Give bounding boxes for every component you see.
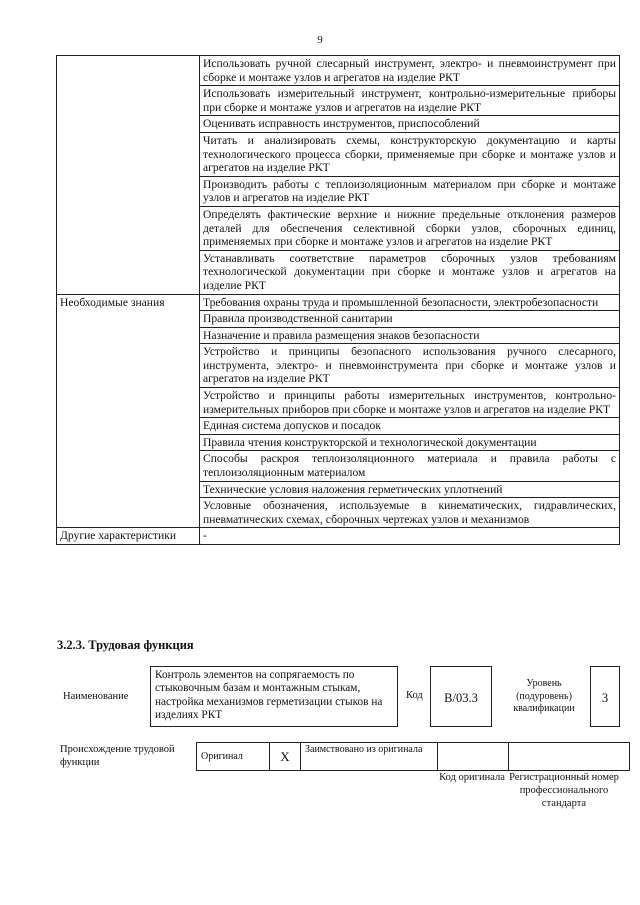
requirements-table <box>56 55 620 545</box>
knowledge-item: Правила производственной санитарии <box>200 311 620 328</box>
skills-item: Использовать ручной слесарный инструмент, электро- и пневмоинструмент при сборке и монтаже узлов и агрегатов на изделие РКТ <box>200 56 620 86</box>
knowledge-label: Необходимые знания <box>57 294 200 528</box>
knowledge-item: Устройство и принципы работы измерительных инструментов, контрольно-измерительных приборов при сборке и монтаже узлов и агрегатов на изделие РКТ <box>200 388 620 418</box>
knowledge-item: Назначение и правила размещения знаков безопасности <box>200 327 620 344</box>
name-label: Наименование <box>63 691 129 702</box>
origin-table <box>196 742 630 771</box>
original-code-caption: Код оригинала <box>439 772 505 783</box>
registration-number-caption: Регистрационный номер профессионального стандарта <box>509 772 619 809</box>
skills-item: Оценивать исправность инструментов, приспособлений <box>200 116 620 133</box>
original-mark: X <box>270 743 301 771</box>
skills-label-cell <box>57 56 200 295</box>
skills-item: Производить работы с теплоизоляционным материалом при сборке и монтаже узлов и агрегатов на изделие РКТ <box>200 176 620 206</box>
knowledge-item: Способы раскроя теплоизоляционного материала и правила работы с теплоизоляционным материалом <box>200 451 620 481</box>
knowledge-item: Правила чтения конструкторской и технологической документации <box>200 434 620 451</box>
skills-item: Читать и анализировать схемы, конструкторскую документацию и карты технологического процесса сборки, применяемые при сборке и монтаже узлов и агрегатов на изделие РКТ <box>200 132 620 176</box>
knowledge-item: Устройство и принципы безопасного использования ручного слесарного, инструмента, электро- и пневмоинструмента при сборке и монтаже узлов и агрегатов на изделие РКТ <box>200 344 620 388</box>
qualification-level-label: Уровень (подуровень) квалификации <box>513 678 575 714</box>
knowledge-item: Условные обозначения, используемые в кинематических, гидравлических, пневматических схемах, сборочных чертежах узлов и механизмов <box>200 498 620 528</box>
registration-number-cell <box>509 743 630 771</box>
qualification-level-value: 3 <box>590 666 620 727</box>
section-title: 3.2.3. Трудовая функция <box>57 638 194 652</box>
other-characteristics-value: - <box>200 528 620 545</box>
function-name-value: Контроль элементов на сопрягаемость по стыковочным базам и монтажным стыкам, настройка механизмов герметизации стыков на изделиях РКТ <box>150 666 398 727</box>
skills-item: Устанавливать соответствие параметров сборочных узлов требованиям технологической документации при сборке и монтаже узлов и агрегатов на изделие РКТ <box>200 250 620 294</box>
other-characteristics-label: Другие характеристики <box>57 528 200 545</box>
original-code-cell <box>438 743 509 771</box>
skills-item: Определять фактические верхние и нижние предельные отклонения размеров деталей для обеспечения селективной сборки узлов, сборочных единиц, применяемых при сборке и монтаже узлов и агрегатов на изделие РКТ <box>200 206 620 250</box>
function-code-value: В/03.3 <box>430 666 492 727</box>
knowledge-item: Единая система допусков и посадок <box>200 418 620 435</box>
borrowed-label: Заимствовано из оригинала <box>301 743 438 771</box>
code-label: Код <box>406 690 423 701</box>
knowledge-item: Технические условия наложения герметических уплотнений <box>200 481 620 498</box>
knowledge-item: Требования охраны труда и промышленной безопасности, электробезопасности <box>200 294 620 311</box>
origin-label: Происхождение трудовой функции <box>60 744 175 768</box>
original-label: Оригинал <box>197 743 270 771</box>
skills-item: Использовать измерительный инструмент, контрольно-измерительные приборы при сборке и монтаже узлов и агрегатов на изделие РКТ <box>200 86 620 116</box>
page-number: 9 <box>317 34 323 46</box>
